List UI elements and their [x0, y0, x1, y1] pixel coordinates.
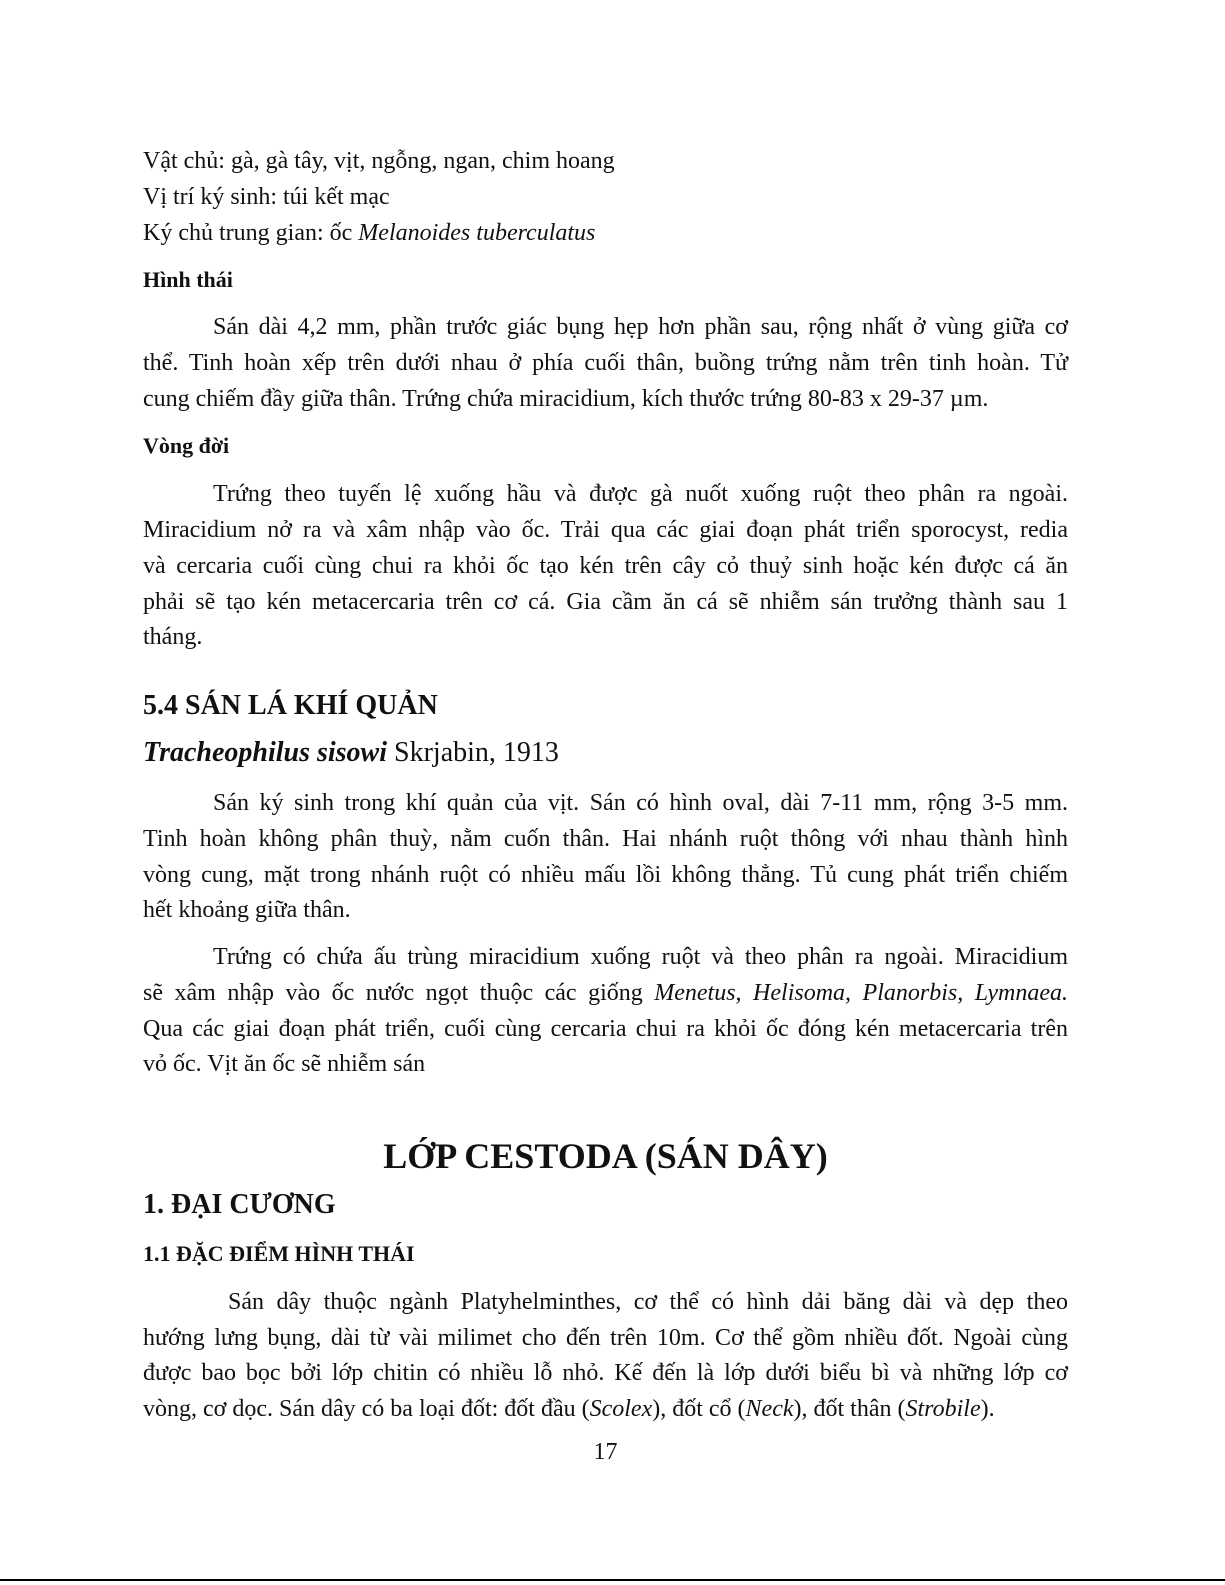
- section-5-4-para1-line-3: vòng cung, mặt trong nhánh ruột có nhiều mấu lồi không thẳng. Tủ cung phát triển chiếm: [143, 862, 1068, 888]
- page-number: 17: [593, 1439, 618, 1465]
- cestoda-line-4-part-3: ), đốt thân (: [793, 1396, 906, 1422]
- subsection-1-1-heading: 1.1 ĐẶC ĐIỂM HÌNH THÁI: [143, 1241, 415, 1266]
- bottom-rule: [0, 1579, 1225, 1581]
- species-author: Skrjabin, 1913: [387, 737, 559, 768]
- morphology-line-1: Sán dài 4,2 mm, phần trước giác bụng hẹp hơn phần sau, rộng nhất ở vùng giữa cơ: [213, 314, 1068, 340]
- para2-line2-prefix: sẽ xâm nhập vào ốc nước ngọt thuộc các giống: [143, 980, 655, 1006]
- snail-genera: Menetus, Helisoma, Planorbis, Lymnaea.: [654, 980, 1068, 1006]
- lifecycle-line-3: và cercaria cuối cùng chui ra khỏi ốc tạo kén trên cây cỏ thuỷ sinh hoặc kén được cá ăn: [143, 553, 1068, 579]
- lifecycle-line-5: tháng.: [143, 624, 203, 650]
- section-5-4-para1-line-2: Tinh hoàn không phân thuỳ, nằm cuốn thân. Hai nhánh ruột thông với nhau thành hình: [143, 826, 1068, 852]
- species-name: Tracheophilus sisowi: [143, 737, 388, 768]
- parasite-site-line: Vị trí ký sinh: túi kết mạc: [143, 184, 390, 210]
- cestoda-line-4-part-4: ).: [980, 1396, 995, 1422]
- host-line: Vật chủ: gà, gà tây, vịt, ngỗng, ngan, chim hoang: [143, 148, 615, 174]
- intermediate-host-species: Melanoides tuberculatus: [358, 220, 596, 246]
- cestoda-line-4: [143, 1394, 995, 1424]
- lifecycle-line-1: Trứng theo tuyến lệ xuống hầu và được gà nuốt xuống ruột theo phân ra ngoài.: [213, 481, 1068, 507]
- section-5-4-para2-line-2: [143, 978, 1068, 1008]
- morphology-line-2: thể. Tinh hoàn xếp trên dưới nhau ở phía cuối thân, buồng trứng nằm trên tinh hoàn. Tử: [143, 350, 1068, 376]
- section-5-4-para2-line-3: Qua các giai đoạn phát triển, cuối cùng cercaria chui ra khỏi ốc đóng kén metacercaria trên: [143, 1016, 1068, 1042]
- section-5-4-para1-line-4: hết khoảng giữa thân.: [143, 897, 351, 923]
- cestoda-line-1: Sán dây thuộc ngành Platyhelminthes, cơ thể có hình dải băng dài và dẹp theo: [228, 1289, 1068, 1315]
- lifecycle-line-2: Miracidium nở ra và xâm nhập vào ốc. Trải qua các giai đoạn phát triển sporocyst, redia: [143, 517, 1068, 543]
- term-strobile: Strobile: [905, 1396, 981, 1422]
- intermediate-host-prefix: Ký chủ trung gian: ốc: [143, 220, 359, 246]
- intermediate-host-line: [143, 218, 595, 248]
- cestoda-line-4-part-1: vòng, cơ dọc. Sán dây có ba loại đốt: đốt đầu (: [143, 1396, 590, 1422]
- term-scolex: Scolex: [589, 1396, 653, 1422]
- section-5-4-para2-line-4: vỏ ốc. Vịt ăn ốc sẽ nhiễm sán: [143, 1051, 426, 1077]
- document-page: [143, 0, 1068, 1585]
- species-heading: [143, 736, 559, 770]
- lifecycle-heading: Vòng đời: [143, 433, 230, 458]
- cestoda-line-3: được bao bọc bởi lớp chitin có nhiều lỗ nhỏ. Kế đến là lớp dưới biểu bì và những lớp cơ: [143, 1360, 1068, 1386]
- section-5-4-para2-line-1: Trứng có chứa ấu trùng miracidium xuống ruột và theo phân ra ngoài. Miracidium: [213, 944, 1068, 970]
- cestoda-line-4-part-2: ), đốt cổ (: [652, 1396, 746, 1422]
- section-1-heading: 1. ĐẠI CƯƠNG: [143, 1189, 336, 1220]
- lifecycle-line-4: phải sẽ tạo kén metacercaria trên cơ cá. Gia cầm ăn cá sẽ nhiễm sán trưởng thành sau 1: [143, 589, 1068, 615]
- morphology-heading: Hình thái: [143, 267, 233, 292]
- section-5-4-heading: 5.4 SÁN LÁ KHÍ QUẢN: [143, 690, 438, 721]
- section-5-4-para1-line-1: Sán ký sinh trong khí quản của vịt. Sán có hình oval, dài 7-11 mm, rộng 3-5 mm.: [213, 790, 1068, 816]
- morphology-line-3: cung chiếm đầy giữa thân. Trứng chứa miracidium, kích thước trứng 80-83 x 29-37 µm.: [143, 386, 989, 412]
- term-neck: Neck: [745, 1396, 794, 1422]
- cestoda-line-2: hướng lưng bụng, dài từ vài milimet cho đến trên 10m. Cơ thể gồm nhiều đốt. Ngoài cùng: [143, 1325, 1068, 1351]
- chapter-title: LỚP CESTODA (SÁN DÂY): [383, 1136, 828, 1176]
